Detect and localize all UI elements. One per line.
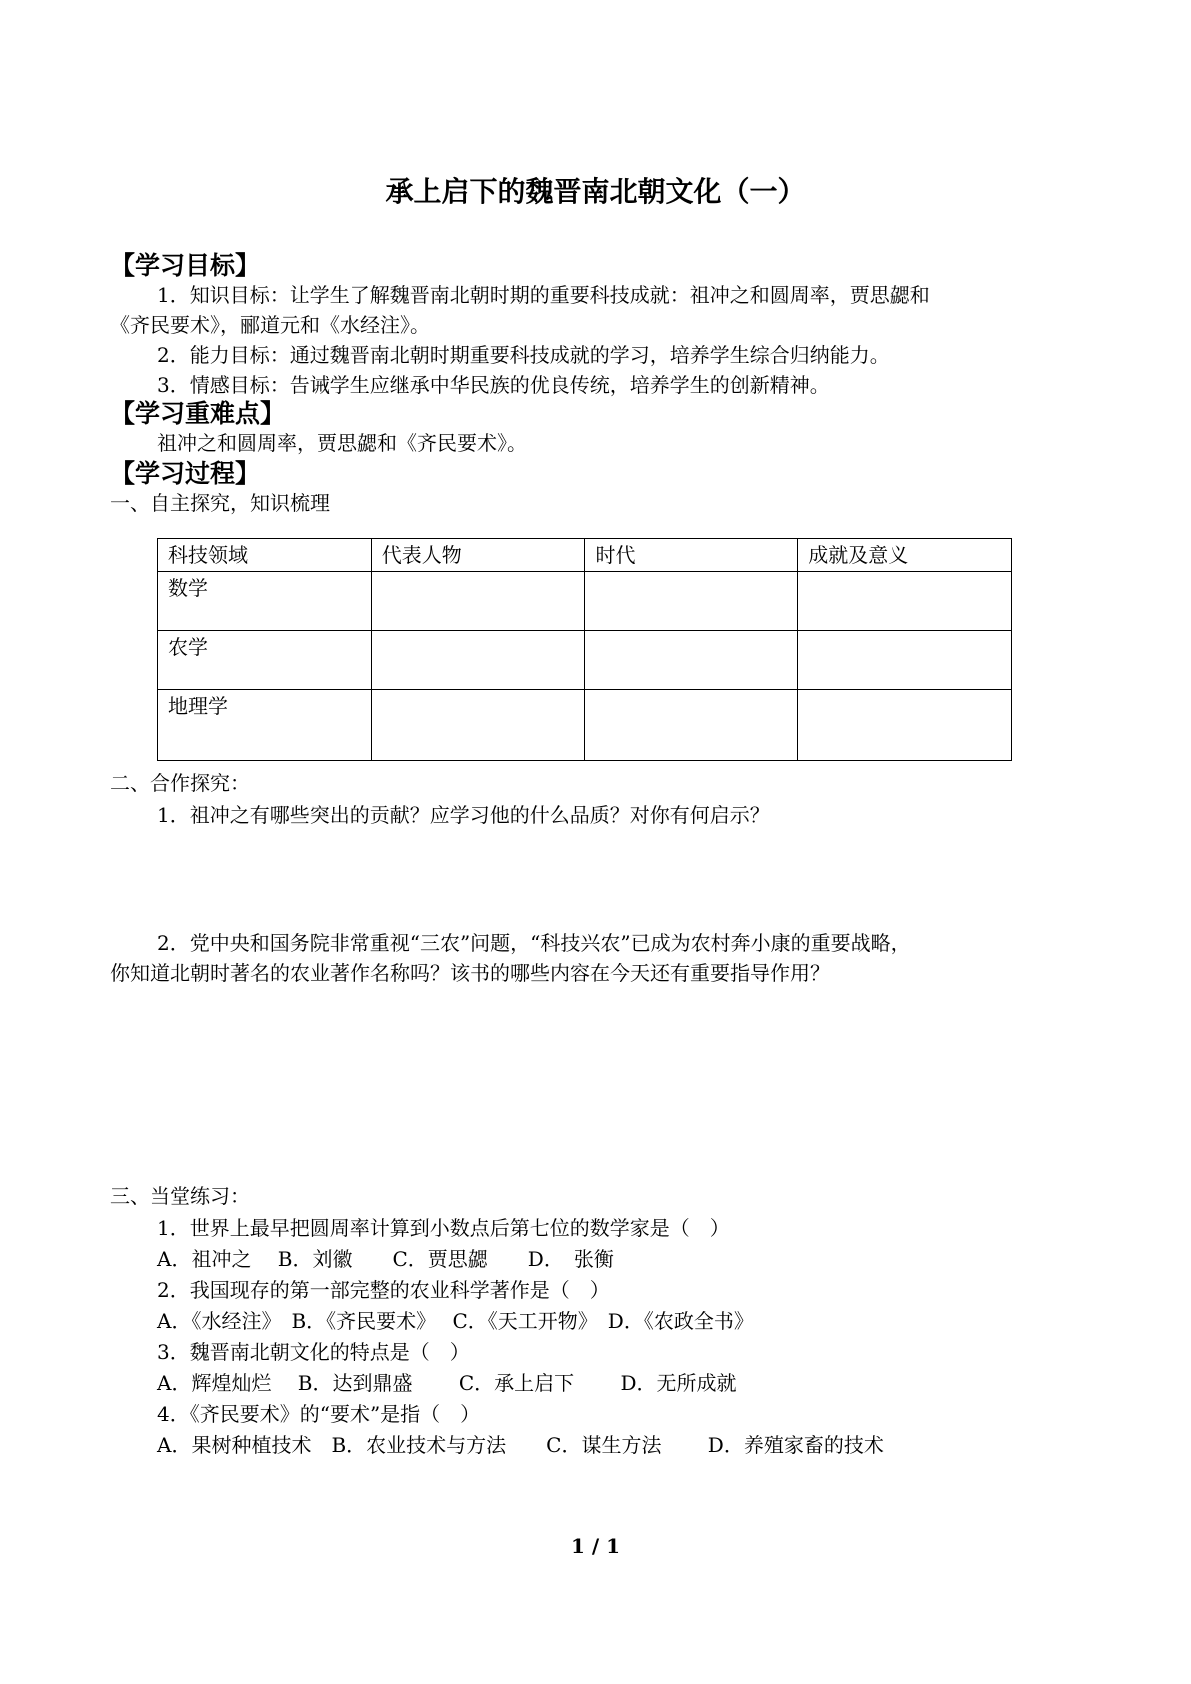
objective-1-line-1: 1．知识目标：让学生了解魏晋南北朝时期的重要科技成就：祖冲之和圆周率，贾思勰和 <box>157 283 930 307</box>
section-1-title: 一、自主探究，知识梳理 <box>110 491 330 515</box>
table-cell-blank[interactable] <box>371 631 585 690</box>
cooperation-question-2-line-1: 2．党中央和国务院非常重视“三农”问题，“科技兴农”已成为农村奔小康的重要战略， <box>157 931 911 955</box>
key-points-heading: 【学习重难点】 <box>110 399 286 428</box>
exercise-options: A．辉煌灿烂 B．达到鼎盛 C．承上启下 D．无所成就 <box>157 1371 737 1395</box>
section-3-title: 三、当堂练习： <box>110 1184 250 1208</box>
cooperation-question-1: 1．祖冲之有哪些突出的贡献？应学习他的什么品质？对你有何启示？ <box>157 803 770 827</box>
table-cell-blank[interactable] <box>585 631 798 690</box>
exercise-question: 3．魏晋南北朝文化的特点是（ ） <box>157 1340 470 1364</box>
table-header-cell: 代表人物 <box>371 539 585 572</box>
table-cell: 农学 <box>158 631 372 690</box>
table-header-cell: 时代 <box>585 539 798 572</box>
objective-1-line-2: 《齐民要术》，郦道元和《水经注》。 <box>110 313 430 337</box>
exercise-question: 2．我国现存的第一部完整的农业科学著作是（ ） <box>157 1278 610 1302</box>
section-2-title: 二、合作探究： <box>110 771 250 795</box>
table-cell-blank[interactable] <box>371 572 585 631</box>
key-points-text: 祖冲之和圆周率，贾思勰和《齐民要术》。 <box>157 431 527 455</box>
exercise-options: A．果树种植技术 B．农业技术与方法 C．谋生方法 D．养殖家畜的技术 <box>157 1433 884 1457</box>
table-cell-blank[interactable] <box>585 690 798 761</box>
exercise-options: A．祖冲之 B．刘徽 C．贾思勰 D． 张衡 <box>157 1247 614 1271</box>
exercise-question: 4．《齐民要术》的“要术”是指（ ） <box>157 1402 481 1426</box>
knowledge-table <box>157 538 1012 761</box>
table-cell-blank[interactable] <box>798 631 1012 690</box>
objective-3: 3．情感目标：告诫学生应继承中华民族的优良传统，培养学生的创新精神。 <box>157 373 830 397</box>
table-cell-blank[interactable] <box>371 690 585 761</box>
table-header-cell: 成就及意义 <box>798 539 1012 572</box>
table-cell: 数学 <box>158 572 372 631</box>
objective-2: 2．能力目标：通过魏晋南北朝时期重要科技成就的学习，培养学生综合归纳能力。 <box>157 343 890 367</box>
table-row <box>158 631 1012 690</box>
process-heading: 【学习过程】 <box>110 459 261 488</box>
table-header-row <box>158 539 1012 572</box>
exercise-options: A．《水经注》 B．《齐民要术》 C．《天工开物》 D．《农政全书》 <box>157 1309 754 1333</box>
table-row <box>158 690 1012 761</box>
cooperation-question-2-line-2: 你知道北朝时著名的农业著作名称吗？该书的哪些内容在今天还有重要指导作用？ <box>110 961 830 985</box>
table-header-cell: 科技领域 <box>158 539 372 572</box>
table-cell-blank[interactable] <box>798 572 1012 631</box>
page-number: 1 / 1 <box>570 1534 621 1558</box>
exercise-question: 1．世界上最早把圆周率计算到小数点后第七位的数学家是（ ） <box>157 1216 730 1240</box>
table-cell-blank[interactable] <box>585 572 798 631</box>
table-cell: 地理学 <box>158 690 372 761</box>
table-cell-blank[interactable] <box>798 690 1012 761</box>
objectives-heading: 【学习目标】 <box>110 251 261 280</box>
table-row <box>158 572 1012 631</box>
page-title: 承上启下的魏晋南北朝文化（一） <box>385 175 806 208</box>
